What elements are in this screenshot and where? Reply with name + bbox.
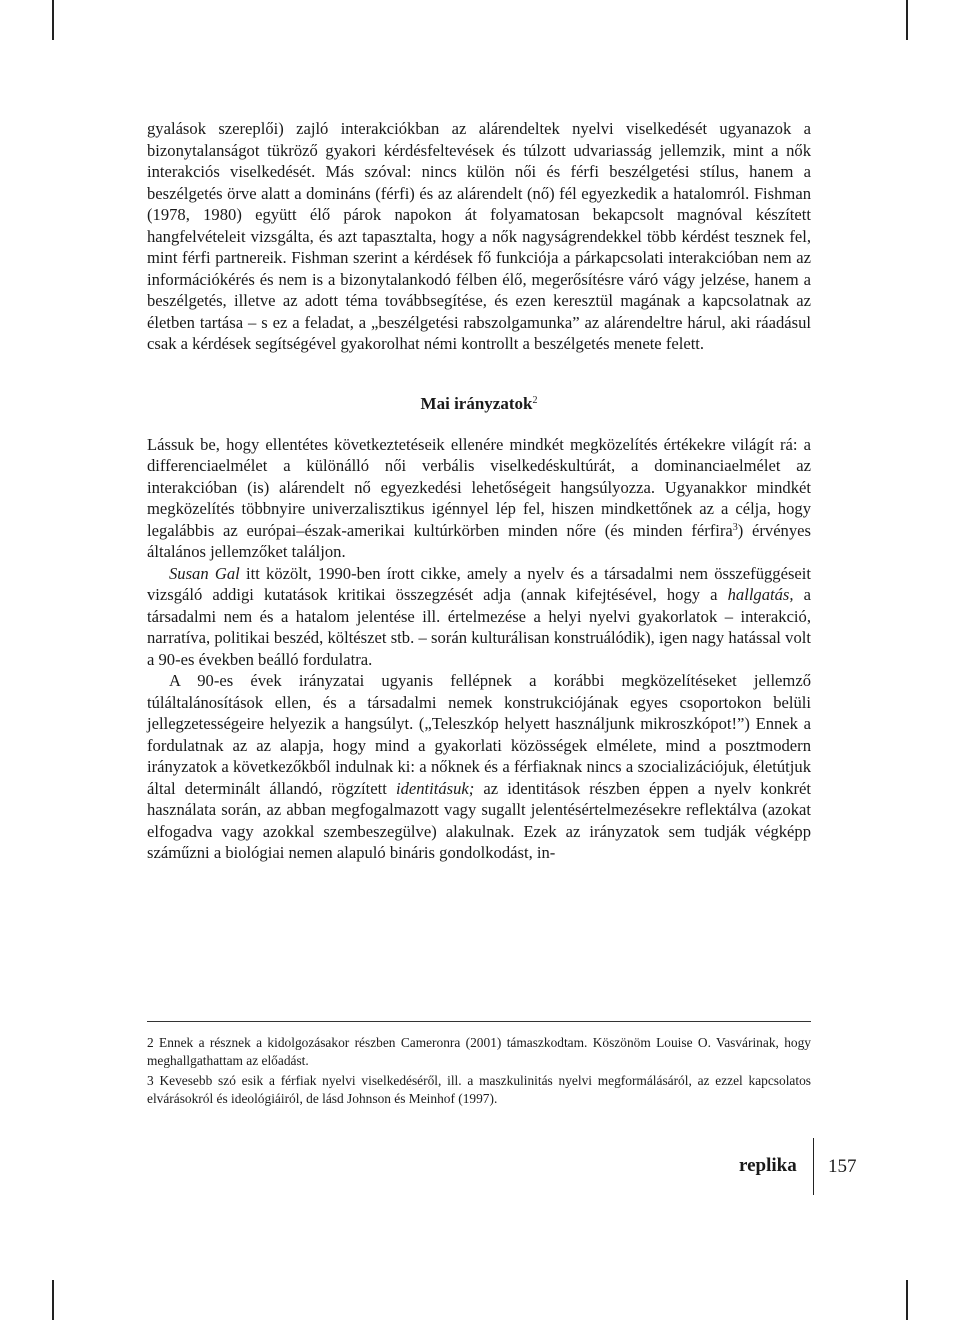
- footnotes: [147, 1021, 811, 1110]
- term-identitasuk: identitásuk;: [395, 778, 475, 798]
- section-heading: [147, 393, 811, 415]
- author-name: Susan Gal: [169, 563, 240, 583]
- crop-mark-bottom-right: [906, 1280, 908, 1320]
- main-text: [147, 118, 811, 864]
- crop-mark-bottom-left: [52, 1280, 54, 1320]
- paragraph-3-text-b: a társadalmi nem és a hatalom jelentése ill. értelmezése a helyi nyelvi gyakorlatok – interakció, narratíva, politikai beszéd, költészet stb. – során kulturálisan konstruálódik), igen nagy hatással volt a 90-es években beálló fordulatra.: [147, 585, 811, 669]
- footnote-ref-3: 3: [732, 521, 738, 533]
- footnote-divider: [147, 1021, 811, 1022]
- crop-mark-top-right: [906, 0, 908, 40]
- footnote-ref-2: 2: [532, 394, 538, 406]
- paragraph-2-text-b: ) érvényes általános jellemzőket találjon.: [147, 520, 811, 561]
- paragraph-1: [147, 118, 811, 355]
- paragraph-3-text-a: itt közölt, 1990-ben írott cikke, amely a nyelv és a társadalmi nem összefüggéseit vizsgáló addigi kutatások kritikai összegzését adja (annak kifejtésével, hogy a: [147, 563, 811, 604]
- paragraph-4: [147, 670, 811, 864]
- paragraph-4-text-a: A 90-es évek irányzatai ugyanis fellépnek a korábbi megközelítéseket jellemző túláltalánosítások ellen, és a társadalmi nemek konstrukciójának egyes csoportokon belüli jellegzetességeire helyezik a hangsúlyt. („Teleszkóp helyett használjunk mikroszkópot!”) Ennek a fordulatnak az az alapja, hogy mind a gyakorlati közösségek elmélete, mind a posztmodern irányzatok a következőkből indulnak ki: a nőknek és a férfiaknak nincs a szocializációjuk, életútjuk által determinált állandó, rögzített: [147, 671, 811, 798]
- page-number: 157: [828, 1156, 857, 1177]
- term-hallgatas: hallgatás,: [727, 585, 794, 604]
- footer-divider: [813, 1138, 814, 1195]
- paragraph-4-text-b: az identitások részben éppen a nyelv konkrét használata során, az abban megfogalmazott vagy sugallt jelentésértelmezésekre reflektálva (azokat elfogadva vagy azokkal szembeszegülve) alakulnak. Ezek az irányzatok sem tudják végképp száműzni a biológiai nemen alapuló bináris gondolkodást, in-: [147, 778, 811, 862]
- paragraph-2: [147, 434, 811, 563]
- paragraph-2-text-a: Lássuk be, hogy ellentétes következtetéseik ellenére mindkét megközelítés értékekre világít rá: a differenciaelmélet a különálló női verbális viselkedéskultúrát, a dominanciaelmélet az interakcióban (is) alárendelt nő egyezkedési lehetőségeit hangsúlyozza. Ugyanakkor mindkét megközelítés többnyire univerzalisztikus igénnyel lép fel, hiszen mindkettőnek az a célja, hogy legalábbis az európai–észak-amerikai kultúrkörben minden nőre (és minden férfira: [147, 434, 811, 540]
- footnote-3: 3 Kevesebb szó esik a férfiak nyelvi viselkedéséről, ill. a maszkulinitás nyelvi megformálásáról, az ezzel kapcsolatos elvárásokról és ideológiáiról, de lásd Johnson és Meinhof (1997).: [147, 1073, 811, 1106]
- paragraph-1-text: gyalások szereplői) zajló interakciókban az alárendeltek nyelvi viselkedését ugyanazok a bizonytalanságot tükröző gyakori kérdésfeltevések és túlzott udvariasság jellemzik, mint a nők interakciós viselkedését. Más szóval: nincs külön női és férfi beszélgetési stílus, hanem a beszélgetés örve alatt a domináns (férfi) és az alárendelt (nő) fél egyezkedik a hatalomról. Fishman (1978, 1980) együtt élő párok napokon át folyamatosan bekapcsolt magnóval készített hangfelvételeit vizsgálta, és azt tapasztalta, hogy a nők nagyságrendekkel több kérdést tesznek fel, mint férfi partnereik. Fishman szerint a kérdések fő funkciója a párkapcsolati interakcióban nem az információkérés és nem is a bizonytalankodó félben élő, megerősítésre váró vágy jelzése, hanem a beszélgetés, illetve az adott téma továbbsegítése, és ezen keresztül magának a kapcsolatnak az életben tartása – s ez a feladat, a „beszélgetési rabszolgamunka” az alárendeltre hárul, aki ráadásul csak a kérdések segítségével gyakorolhat némi kontrollt a beszélgetés menete felett.: [147, 119, 811, 353]
- crop-mark-top-left: [52, 0, 54, 40]
- journal-name: replika: [739, 1155, 797, 1176]
- section-heading-text: Mai irányzatok: [420, 393, 533, 413]
- footnote-2: 2 Ennek a résznek a kidolgozásakor részben Cameronra (2001) támaszkodtam. Köszönöm Louise O. Vasvárinak, hogy meghallgathattam az előadást.: [147, 1035, 811, 1068]
- paragraph-3: [147, 563, 811, 671]
